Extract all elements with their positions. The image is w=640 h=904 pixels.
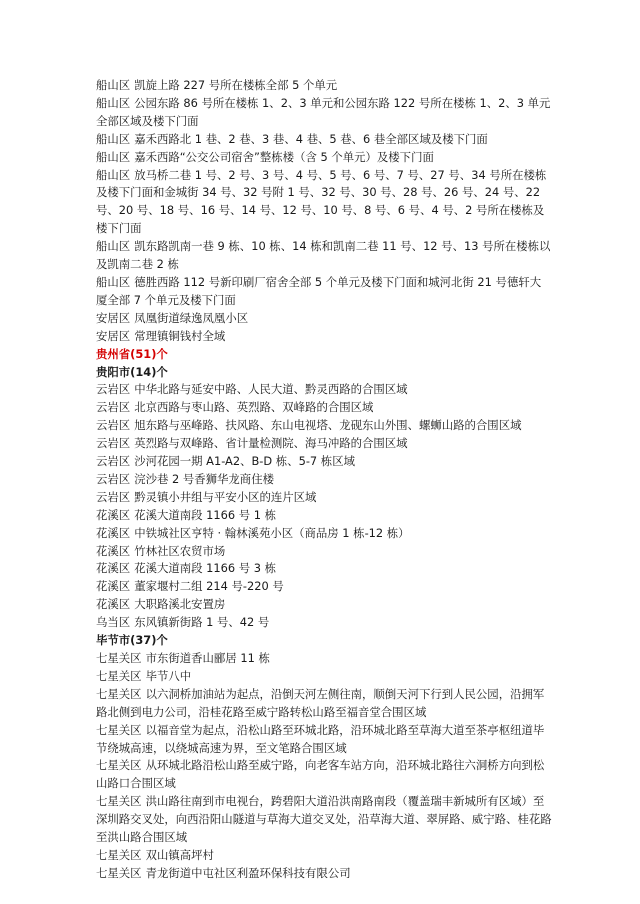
list-item: [96, 399, 552, 417]
district-name: 船山区: [96, 167, 131, 182]
district-name: 云岩区: [96, 489, 131, 504]
entry-text: 中铁城社区亨特 · 翰林溪苑小区（商品房 1 栋-12 栋）: [134, 525, 410, 540]
list-item: [96, 95, 552, 131]
district-name: 花溪区: [96, 579, 131, 594]
district-name: 船山区: [96, 95, 131, 110]
district-name: 七星关区: [96, 651, 142, 665]
list-item: [96, 167, 552, 239]
guiyang-entry-list: [96, 381, 552, 632]
list-item: [96, 650, 552, 668]
entry-text: 凤凰街道绿逸凤凰小区: [134, 310, 249, 325]
list-item: [96, 328, 552, 346]
entry-text: 市东街道香山郦居 11 栋: [145, 651, 270, 665]
entry-text: 双山镇高坪村: [145, 847, 214, 862]
list-item: [96, 543, 552, 561]
list-item: [96, 77, 552, 95]
district-name: 云岩区: [96, 418, 131, 433]
entry-text: 董家堰村二组 214 号-220 号: [134, 579, 284, 594]
list-item: [96, 131, 552, 149]
district-name: 云岩区: [96, 382, 131, 397]
entry-text: 英烈路与双峰路、省计量检测院、海马冲路的合围区域: [134, 436, 408, 451]
list-item: [96, 453, 552, 471]
city-heading-bijie: 毕节市(37)个: [96, 633, 168, 648]
list-item: [96, 722, 552, 758]
district-name: 七星关区: [96, 847, 142, 862]
list-item: [96, 757, 552, 793]
entry-text: 东风镇新街路 1 号、42 号: [134, 615, 270, 630]
district-name: 七星关区: [96, 722, 142, 737]
district-name: 云岩区: [96, 400, 131, 415]
list-item: [96, 471, 552, 489]
entry-text: 嘉禾西路“公交公司宿舍”整栋楼（含 5 个单元）及楼下门面: [134, 149, 434, 164]
list-item: [96, 668, 552, 686]
entry-text: 凯东路凯南一巷 9 栋、10 栋、14 栋和凯南二巷 11 号、12 号、13 号所在楼栋以及凯南二巷 2 栋: [96, 239, 551, 272]
entry-text: 大职路溪北安置房: [134, 597, 226, 612]
list-item: [96, 489, 552, 507]
list-item: [96, 417, 552, 435]
entry-text: 黔灵镇小井组与平安小区的连片区域: [134, 489, 317, 504]
district-name: 云岩区: [96, 436, 131, 451]
district-name: 船山区: [96, 78, 131, 92]
district-name: 安居区: [96, 328, 131, 343]
entry-text: 花溪大道南段 1166 号 3 栋: [134, 561, 277, 576]
district-name: 云岩区: [96, 454, 131, 469]
city-heading-guiyang: 贵阳市(14)个: [96, 364, 168, 379]
list-item: [96, 507, 552, 525]
district-name: 七星关区: [96, 668, 142, 683]
district-name: 花溪区: [96, 507, 131, 522]
entry-text: 沙河花园一期 A1-A2、B-D 栋、5-7 栋区域: [134, 454, 355, 469]
entry-text: 旭东路与巫峰路、扶风路、东山电视塔、龙砚东山外围、螺蛳山路的合围区域: [134, 418, 522, 433]
list-item: [96, 435, 552, 453]
district-name: 乌当区: [96, 615, 131, 630]
suining-entry-list: [96, 77, 552, 346]
district-name: 船山区: [96, 131, 131, 146]
entry-text: 常理镇铜钱村全域: [134, 328, 226, 343]
list-item: [96, 614, 552, 632]
list-item: [96, 149, 552, 167]
district-name: 云岩区: [96, 471, 131, 486]
province-heading-guizhou: 贵州省(51)个: [96, 346, 168, 361]
district-name: 安居区: [96, 310, 131, 325]
entry-text: 凯旋上路 227 号所在楼栋全部 5 个单元: [134, 78, 338, 92]
district-name: 花溪区: [96, 525, 131, 540]
entry-text: 花溪大道南段 1166 号 1 栋: [134, 507, 277, 522]
list-item: [96, 847, 552, 865]
district-name: 船山区: [96, 239, 131, 254]
district-name: 七星关区: [96, 865, 142, 880]
list-item: [96, 578, 552, 596]
list-item: [96, 525, 552, 543]
district-name: 七星关区: [96, 758, 142, 773]
entry-text: 中华北路与延安中路、人民大道、黔灵西路的合围区域: [134, 382, 408, 397]
district-name: 船山区: [96, 274, 131, 289]
entry-text: 公园东路 86 号所在楼栋 1、2、3 单元和公园东路 122 号所在楼栋 1、2、3 单元全部区域及楼下门面: [96, 95, 551, 128]
entry-text: 北京西路与枣山路、英烈路、双峰路的合围区域: [134, 400, 374, 415]
entry-text: 嘉禾西路北 1 巷、2 巷、3 巷、4 巷、5 巷、6 巷全部区域及楼下门面: [134, 131, 488, 146]
district-name: 七星关区: [96, 794, 142, 809]
entry-text: 洪山路往南到市电视台，跨碧阳大道沿洪南路南段（覆盖瑞丰新城所有区域）至深圳路交叉处，向西沿阳山隧道与草海大道交叉处，沿草海大道、翠屏路、威宁路、桂花路至洪山路合围区域: [96, 794, 552, 845]
list-item: [96, 560, 552, 578]
district-name: 花溪区: [96, 543, 131, 558]
entry-text: 从环城北路沿松山路至威宁路，向老客车站方向，沿环城北路往六洞桥方向到松山路口合围区域: [96, 758, 545, 791]
list-item: [96, 310, 552, 328]
district-name: 船山区: [96, 149, 131, 164]
entry-text: 青龙街道中屯社区利盈环保科技有限公司: [145, 865, 351, 880]
list-item: [96, 793, 552, 847]
district-name: 七星关区: [96, 686, 142, 701]
entry-text: 放马桥二巷 1 号、2 号、3 号、4 号、5 号、6 号、7 号、27 号、34 号所在楼栋及楼下门面和金城街 34 号、32 号附 1 号、32 号、30 号、28 号、26 号、24 号、22 号、20 号、18 号、16 号、14 号、12 号、10 号、8 号、6 号、4 号、2 号所在楼栋及楼下门面: [96, 167, 547, 236]
entry-text: 竹林社区农贸市场: [134, 543, 226, 558]
entry-text: 以六洞桥加油站为起点，沿倒天河左侧往南，顺倒天河下行到人民公园，沿拥军路北侧到电力公司，沿桂花路至威宁路转松山路至福音堂合围区域: [96, 686, 545, 719]
list-item: [96, 381, 552, 399]
entry-text: 浣沙巷 2 号香狮华龙商住楼: [134, 471, 274, 486]
bijie-entry-list: [96, 650, 552, 883]
entry-text: 德胜西路 112 号新印刷厂宿舍全部 5 个单元及楼下门面和城河北街 21 号德轩大厦全部 7 个单元及楼下门面: [96, 274, 542, 307]
document-body: [96, 77, 552, 883]
list-item: [96, 238, 552, 274]
list-item: [96, 686, 552, 722]
entry-text: 毕节八中: [145, 668, 192, 683]
list-item: [96, 274, 552, 310]
entry-text: 以福音堂为起点，沿松山路至环城北路，沿环城北路至草海大道至茶亭枢纽道毕节绕城高速，以绕城高速为界，至文笔路合围区域: [96, 722, 545, 755]
district-name: 花溪区: [96, 597, 131, 612]
list-item: [96, 596, 552, 614]
district-name: 花溪区: [96, 561, 131, 576]
list-item: [96, 865, 552, 883]
